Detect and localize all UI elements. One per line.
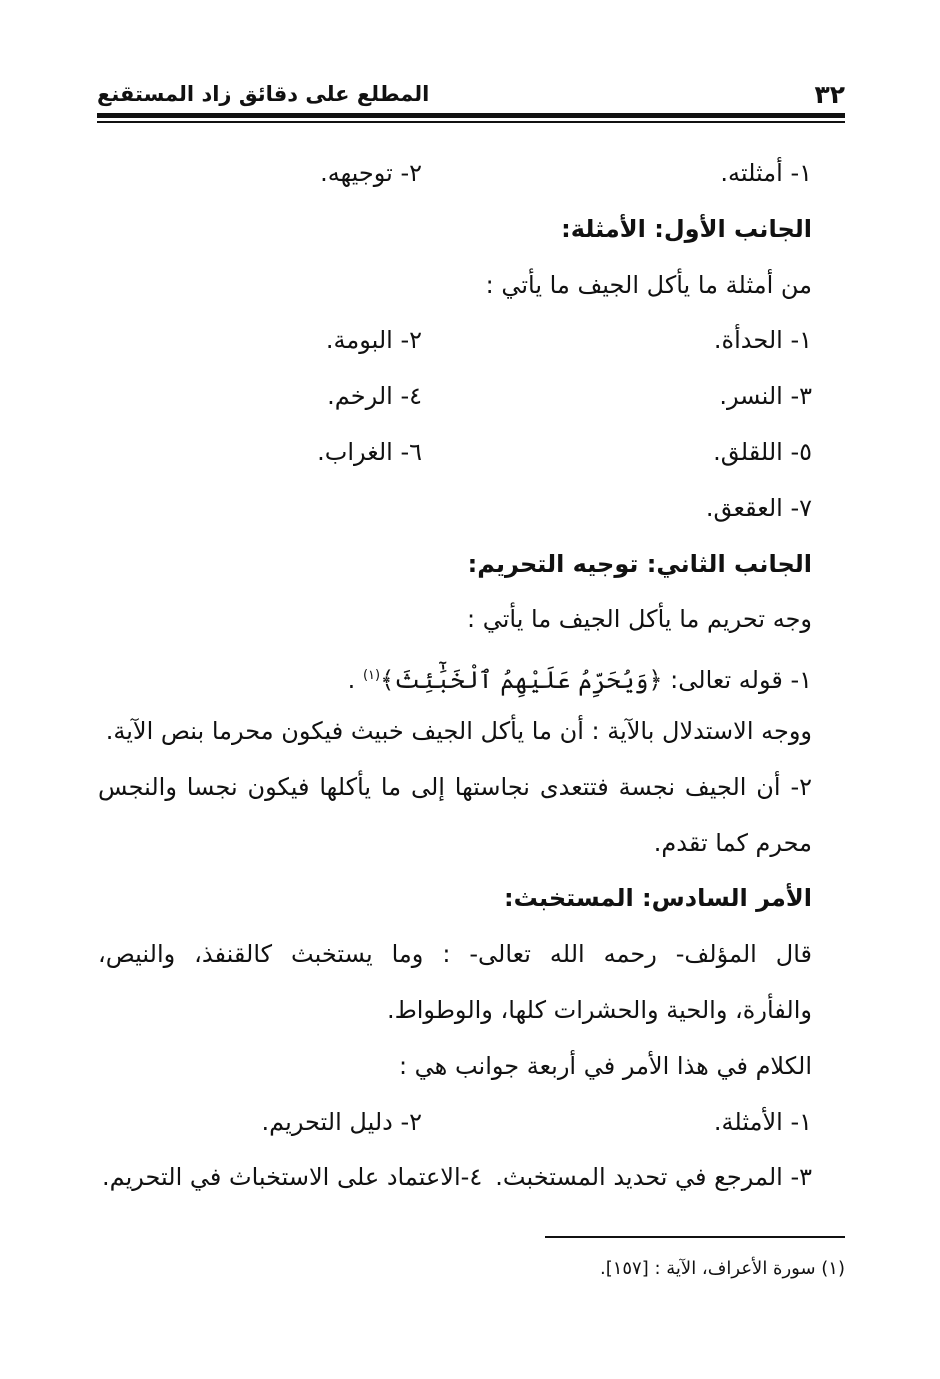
list-row [102, 146, 812, 202]
citation-prefix: ١- قوله تعالى: [662, 666, 812, 695]
list-item: ٦- الغراب. [317, 437, 422, 466]
footnote: (١) سورة الأعراف، الآية : [١٥٧]. [599, 1258, 845, 1279]
list-item: ٧- العقعق. [705, 493, 812, 522]
quran-verse: ﴿وَيُحَرِّمُ عَلَيْهِمُ ٱلْخَبَٰٓئِثَ﴾ [380, 666, 663, 695]
paragraph-continuation: والفأرة، والحية والحشرات كلها، والوطواط. [386, 995, 812, 1024]
list-row [102, 1095, 812, 1151]
list-item: ٤- الرخم. [327, 382, 422, 411]
list-item: ٢- دليل التحريم. [261, 1107, 422, 1136]
header-rule-thick [97, 113, 845, 118]
header-rule-thin [97, 121, 845, 123]
list-item: ٢- البومة. [325, 326, 422, 355]
paragraph: ووجه الاستدلال بالآية : أن ما يأكل الجيف خبيث فيكون محرما بنص الآية. [105, 716, 812, 745]
citation-suffix: . [347, 666, 363, 695]
list-item: ٥- اللقلق. [713, 437, 812, 466]
paragraph: من أمثلة ما يأكل الجيف ما يأتي : [485, 270, 812, 299]
footnote-reference[interactable]: (١) [362, 668, 381, 684]
paragraph: الكلام في هذا الأمر في أربعة جوانب هي : [398, 1051, 812, 1080]
list-item: ١- الحدأة. [713, 326, 812, 355]
section-heading: الأمر السادس: المستخبث: [504, 884, 812, 913]
section-heading: الجانب الأول: الأمثلة: [561, 214, 812, 243]
list-item: ٢- توجيهه. [320, 159, 422, 187]
list-item: ٤-الاعتماد على الاستخباث في التحريم. [102, 1163, 483, 1192]
paragraph-continuation: محرم كما تقدم. [653, 828, 812, 857]
section-heading: الجانب الثاني: توجيه التحريم: [467, 549, 812, 578]
quran-citation-line [102, 648, 812, 704]
list-item: ١- أمثلته. [720, 159, 812, 187]
list-item: ٣- النسر. [719, 382, 812, 411]
paragraph: وجه تحريم ما يأكل الجيف ما يأتي : [466, 605, 812, 634]
list-item: ٣- المرجع في تحديد المستخبث. [495, 1163, 812, 1192]
running-title: المطلع على دقائق زاد المستقنع [97, 82, 430, 106]
page-number: ٣٢ [814, 79, 845, 109]
list-row [102, 1150, 812, 1206]
list-row [102, 425, 812, 481]
footnote-divider [545, 1236, 845, 1238]
page-body [98, 146, 812, 1206]
paragraph: ٢- أن الجيف نجسة فتتعدى نجاستها إلى ما يأكلها فيكون نجسا والنجس [98, 772, 812, 801]
list-row [102, 369, 812, 425]
list-row [102, 313, 812, 369]
paragraph: قال المؤلف- رحمه الله تعالى- : وما يستخبث كالقنفذ، والنيص، [98, 940, 812, 969]
page-header [97, 78, 845, 110]
list-item: ١- الأمثلة. [713, 1107, 812, 1136]
